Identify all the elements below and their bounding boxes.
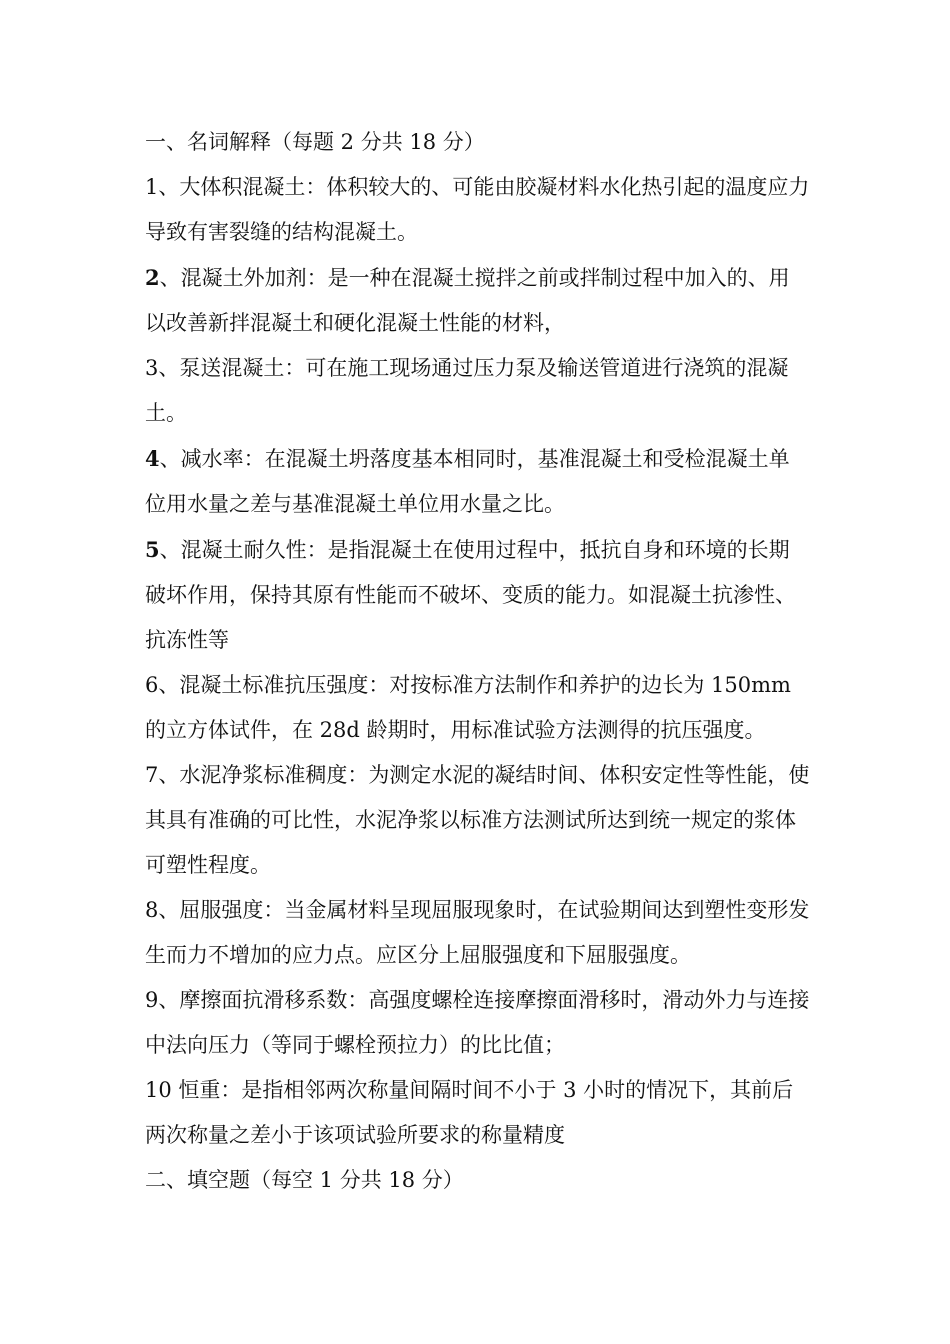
definition-item-9 (145, 978, 810, 1068)
item-number: 6 (145, 673, 159, 697)
item-text: 、大体积混凝土：体积较大的、可能由胶凝材料水化热引起的温度应力导致有害裂缝的结构混凝土。 (145, 175, 810, 244)
section-2-heading: 二、填空题（每空 1 分共 18 分） (145, 1168, 464, 1192)
item-text: 、混凝土标准抗压强度：对按标准方法制作和养护的边长为 150mm 的立方体试件，在 28d 龄期时，用标准试验方法测得的抗压强度。 (145, 673, 791, 742)
item-number: 3 (145, 356, 159, 380)
item-number: 1 (145, 175, 159, 199)
item-number: 10 (145, 1078, 172, 1102)
item-text: 恒重：是指相邻两次称量间隔时间不小于 3 小时的情况下，其前后两次称量之差小于该项试验所要求的称量精度 (145, 1078, 794, 1147)
definition-item-1 (145, 165, 810, 255)
item-text: 、水泥净浆标准稠度：为测定水泥的凝结时间、体积安定性等性能，使其具有准确的可比性，水泥净浆以标准方法测试所达到统一规定的浆体可塑性程度。 (145, 763, 810, 877)
definition-item-10 (145, 1068, 810, 1158)
item-text: 、泵送混凝土：可在施工现场通过压力泵及输送管道进行浇筑的混凝土。 (145, 356, 789, 425)
item-text: 、屈服强度：当金属材料呈现屈服现象时，在试验期间达到塑性变形发生而力不增加的应力点。应区分上屈服强度和下屈服强度。 (145, 898, 810, 967)
item-text: 、混凝土外加剂：是一种在混凝土搅拌之前或拌制过程中加入的、用以改善新拌混凝土和硬化混凝土性能的材料， (145, 266, 790, 335)
item-number: 8 (145, 898, 159, 922)
definition-item-6 (145, 663, 810, 753)
item-text: 、减水率：在混凝土坍落度基本相同时，基准混凝土和受检混凝土单位用水量之差与基准混凝土单位用水量之比。 (145, 447, 790, 516)
section-1-heading: 一、名词解释（每题 2 分共 18 分） (145, 130, 485, 154)
definition-item-4 (145, 436, 810, 527)
item-number: 5 (145, 537, 160, 562)
definition-item-7 (145, 753, 810, 888)
item-text: 、混凝土耐久性：是指混凝土在使用过程中，抵抗自身和环境的长期破坏作用，保持其原有性能而不破坏、变质的能力。如混凝土抗渗性、抗冻性等 (145, 538, 796, 652)
definition-item-2 (145, 255, 810, 346)
definition-item-5 (145, 527, 810, 663)
item-number: 9 (145, 988, 159, 1012)
definition-item-3 (145, 346, 810, 436)
item-number: 4 (145, 446, 160, 471)
document-body (145, 120, 810, 1203)
definition-item-8 (145, 888, 810, 978)
item-text: 、摩擦面抗滑移系数：高强度螺栓连接摩擦面滑移时，滑动外力与连接中法向压力（等同于螺栓预拉力）的比比值； (145, 988, 810, 1057)
item-number: 7 (145, 763, 159, 787)
item-number: 2 (145, 265, 160, 290)
